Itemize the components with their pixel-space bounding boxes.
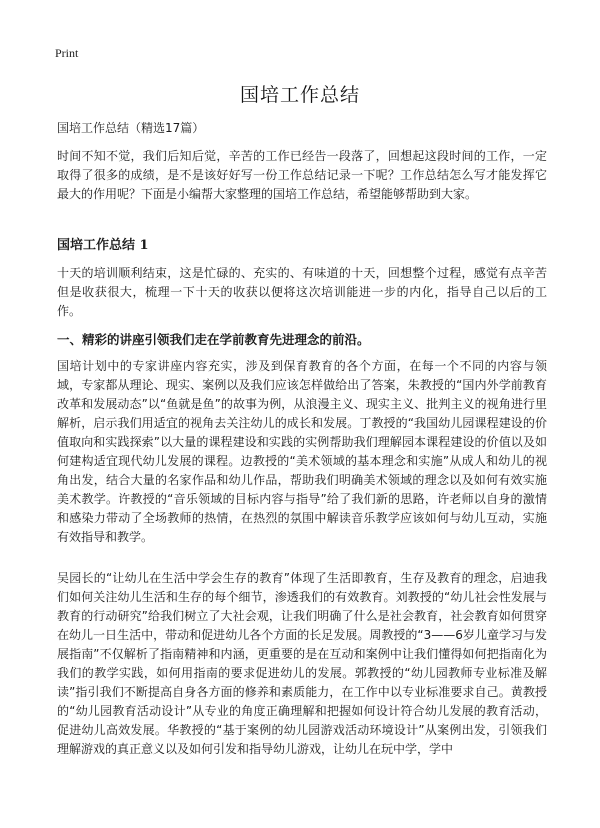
paragraph-2: 国培计划中的专家讲座内容充实，涉及到保育教育的各个方面，在每一个不同的内容与领域，专家都从理论、现实、案例以及我们应该怎样做给出了答案，朱教授的“国内外学前教育改革和发展动态”以“鱼就是鱼”的故事为例，从浪漫主义、现实主义、批判主义的视角进行里解析，启示我们用适宜的视角去关注幼儿的成长和发展。丁教授的“我国幼儿园课程建设的价值取向和实践探索”以大量的课程建设和实践的实例帮助我们理解园本课程建设的价值以及如何建构适宜现代幼儿发展的课程。边教授的“美术领域的基本理念和实施”从成人和幼儿的视角出发，结合大量的名家作品和幼儿作品，帮助我们明确美术领域的理念以及如何有效实施美术教学。许教授的“音乐领域的目标内容与指导”给了我们新的思路，许老师以自身的激情和感染力带动了全场教师的热情，在热烈的氛围中解读音乐教学应该如何与幼儿互动，实施有效指导和教学。 (57, 359, 547, 544)
print-link[interactable]: Print (55, 46, 79, 60)
article-heading-block (57, 236, 547, 255)
subtitle-block (57, 119, 547, 138)
paragraph-3: 吴园长的“让幼儿在生活中学会生存的教育”体现了生活即教育，生存及教育的理念，启迪我们如何关注幼儿生活和生存的每个细节，渗透我们的有效教育。刘教授的“幼儿社会性发展与教育的行动研究”给我们树立了大社会观，让我们明确了什么是社会教育，社会教育如何贯穿在幼儿一日生活中，带动和促进幼儿各个方面的长足发展。周教授的“3——6岁儿童学习与发展指南”不仅解析了指南精神和内涵，更重要的是在互动和案例中让我们懂得如何把指南化为我们的教学实践，如何用指南的要求促进幼儿的发展。郭教授的“幼儿园教师专业标准及解读”指引我们不断提高自身各方面的修养和素质能力，在工作中以专业标准要求自己。黄教授的“幼儿园教育活动设计”从专业的角度正确理解和把握如何设计符合幼儿发展的教育活动，促进幼儿高效发展。华教授的“基于案例的幼儿园游戏活动环境设计”从案例出发，引领我们理解游戏的真正意义以及如何引发和指导幼儿游戏，让幼儿在玩中学，学中 (57, 571, 547, 756)
paragraph-2-block (57, 357, 547, 547)
subtitle: 国培工作总结（精选17篇） (57, 121, 205, 135)
section-heading-block (57, 330, 547, 349)
intro-block (57, 147, 547, 204)
paragraph-1: 十天的培训顺利结束，这是忙碌的、充实的、有味道的十天，回想整个过程，感觉有点辛苦但是收获很大，梳理一下十天的收获以便将这次培训能进一步的内化，指导自己以后的工作。 (57, 266, 547, 318)
intro-paragraph: 时间不知不觉，我们后知后觉，辛苦的工作已经告一段落了，回想起这段时间的工作，一定取得了很多的成绩，是不是该好好写一份工作总结记录一下呢？工作总结怎么写才能发挥它最大的作用呢？下面是小编帮大家整理的国培工作总结，希望能够帮助到大家。 (57, 149, 547, 201)
article-heading: 国培工作总结 1 (57, 238, 149, 253)
paragraph-1-block (57, 264, 547, 321)
section-heading: 一、精彩的讲座引领我们走在学前教育先进理念的前沿。 (57, 332, 370, 347)
paragraph-3-block (57, 569, 547, 759)
page-title: 国培工作总结 (239, 84, 360, 106)
